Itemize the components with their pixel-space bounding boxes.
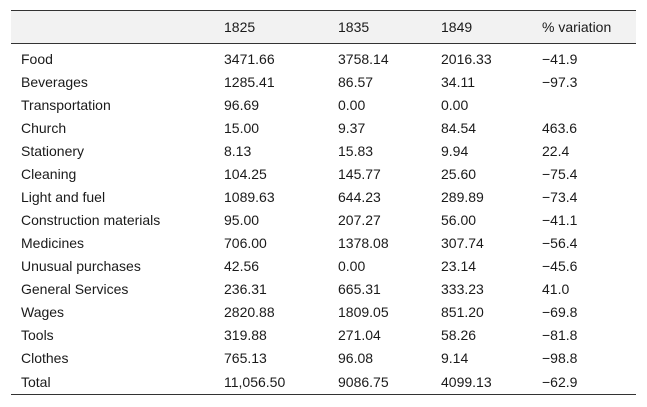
category-cell: Tools <box>21 327 54 343</box>
value-1849-cell: 2016.33 <box>441 50 492 67</box>
value-1849-cell: 34.11 <box>441 74 475 90</box>
value-1825-cell: 706.00 <box>224 235 267 251</box>
value-1825-cell: 8.13 <box>224 143 252 159</box>
expenditure-table-container <box>11 10 636 395</box>
variation-cell: −69.8 <box>542 304 578 320</box>
value-1835-cell: 96.08 <box>338 350 374 366</box>
variation-cell: −56.4 <box>542 235 578 251</box>
variation-cell: −62.9 <box>542 370 636 395</box>
variation-cell: 22.4 <box>542 143 570 159</box>
value-1835-cell: 207.27 <box>338 212 381 228</box>
value-1825-cell: 95.00 <box>224 212 260 228</box>
value-1835-cell: 644.23 <box>338 189 381 205</box>
category-cell: Beverages <box>21 74 88 90</box>
category-cell: General Services <box>21 281 129 297</box>
value-1835-cell: 15.83 <box>338 143 374 159</box>
header-1835: 1835 <box>338 11 441 44</box>
value-1849-cell: 851.20 <box>441 304 484 320</box>
category-cell: Church <box>21 120 67 136</box>
table-row <box>11 140 636 163</box>
value-1849-cell: 9.14 <box>441 350 469 366</box>
expenditure-table <box>11 10 636 395</box>
value-1825-cell: 1285.41 <box>224 74 275 90</box>
table-row <box>11 347 636 370</box>
header-category <box>11 11 224 44</box>
value-1825-cell: 104.25 <box>224 166 267 182</box>
value-1835-cell: 0.00 <box>338 258 366 274</box>
table-row <box>11 370 636 395</box>
value-1849-cell: 307.74 <box>441 235 484 251</box>
value-1835-cell: 3758.14 <box>338 50 389 67</box>
value-1825-cell: 3471.66 <box>224 50 275 67</box>
table-row <box>11 117 636 140</box>
variation-cell: −45.6 <box>542 258 578 274</box>
table-row <box>11 163 636 186</box>
header-1825: 1825 <box>224 11 338 44</box>
table-body <box>11 44 636 395</box>
category-cell: Transportation <box>21 97 111 113</box>
table-row <box>11 278 636 301</box>
value-1849-cell: 333.23 <box>441 281 484 297</box>
category-cell: Total <box>11 370 224 395</box>
value-1825-cell: 11,056.50 <box>224 370 338 395</box>
variation-cell: −41.9 <box>542 50 578 67</box>
value-1849-cell: 25.60 <box>441 166 477 182</box>
value-1825-cell: 96.69 <box>224 97 260 113</box>
value-1849-cell: 289.89 <box>441 189 484 205</box>
category-cell: Light and fuel <box>21 189 106 205</box>
table-row <box>11 209 636 232</box>
value-1825-cell: 236.31 <box>224 281 267 297</box>
value-1849-cell: 84.54 <box>441 120 477 136</box>
value-1849-cell: 58.26 <box>441 327 477 343</box>
header-variation: % variation <box>542 11 636 44</box>
category-cell: Clothes <box>21 350 69 366</box>
category-cell: Medicines <box>21 235 85 251</box>
value-1849-cell: 56.00 <box>441 212 477 228</box>
value-1825-cell: 765.13 <box>224 350 267 366</box>
variation-cell: 41.0 <box>542 281 570 297</box>
value-1849-cell: 4099.13 <box>441 370 542 395</box>
value-1849-cell: 23.14 <box>441 258 477 274</box>
value-1835-cell: 665.31 <box>338 281 381 297</box>
table-row <box>11 186 636 209</box>
category-cell: Wages <box>21 304 65 320</box>
value-1825-cell: 15.00 <box>224 120 260 136</box>
variation-cell: −75.4 <box>542 166 578 182</box>
value-1835-cell: 86.57 <box>338 74 374 90</box>
header-1849: 1849 <box>441 11 542 44</box>
table-row <box>11 44 636 71</box>
table-row <box>11 324 636 347</box>
value-1835-cell: 9086.75 <box>338 370 441 395</box>
table-header-row <box>11 11 636 44</box>
variation-cell: 463.6 <box>542 120 578 136</box>
value-1835-cell: 1378.08 <box>338 235 389 251</box>
value-1835-cell: 0.00 <box>338 97 366 113</box>
table-row <box>11 255 636 278</box>
table-row <box>11 71 636 94</box>
category-cell: Unusual purchases <box>21 258 141 274</box>
variation-cell: −41.1 <box>542 212 578 228</box>
value-1835-cell: 1809.05 <box>338 304 389 320</box>
value-1849-cell: 0.00 <box>441 97 469 113</box>
value-1825-cell: 2820.88 <box>224 304 275 320</box>
value-1835-cell: 9.37 <box>338 120 366 136</box>
table-row <box>11 232 636 255</box>
value-1849-cell: 9.94 <box>441 143 469 159</box>
category-cell: Food <box>21 50 53 67</box>
category-cell: Cleaning <box>21 166 77 182</box>
category-cell: Construction materials <box>21 212 161 228</box>
variation-cell: −73.4 <box>542 189 578 205</box>
value-1825-cell: 319.88 <box>224 327 267 343</box>
category-cell: Stationery <box>21 143 85 159</box>
value-1825-cell: 42.56 <box>224 258 260 274</box>
value-1825-cell: 1089.63 <box>224 189 275 205</box>
variation-cell <box>542 94 636 117</box>
value-1835-cell: 145.77 <box>338 166 381 182</box>
variation-cell: −97.3 <box>542 74 578 90</box>
table-row <box>11 94 636 117</box>
table-row <box>11 301 636 324</box>
value-1835-cell: 271.04 <box>338 327 381 343</box>
variation-cell: −98.8 <box>542 350 578 366</box>
variation-cell: −81.8 <box>542 327 578 343</box>
